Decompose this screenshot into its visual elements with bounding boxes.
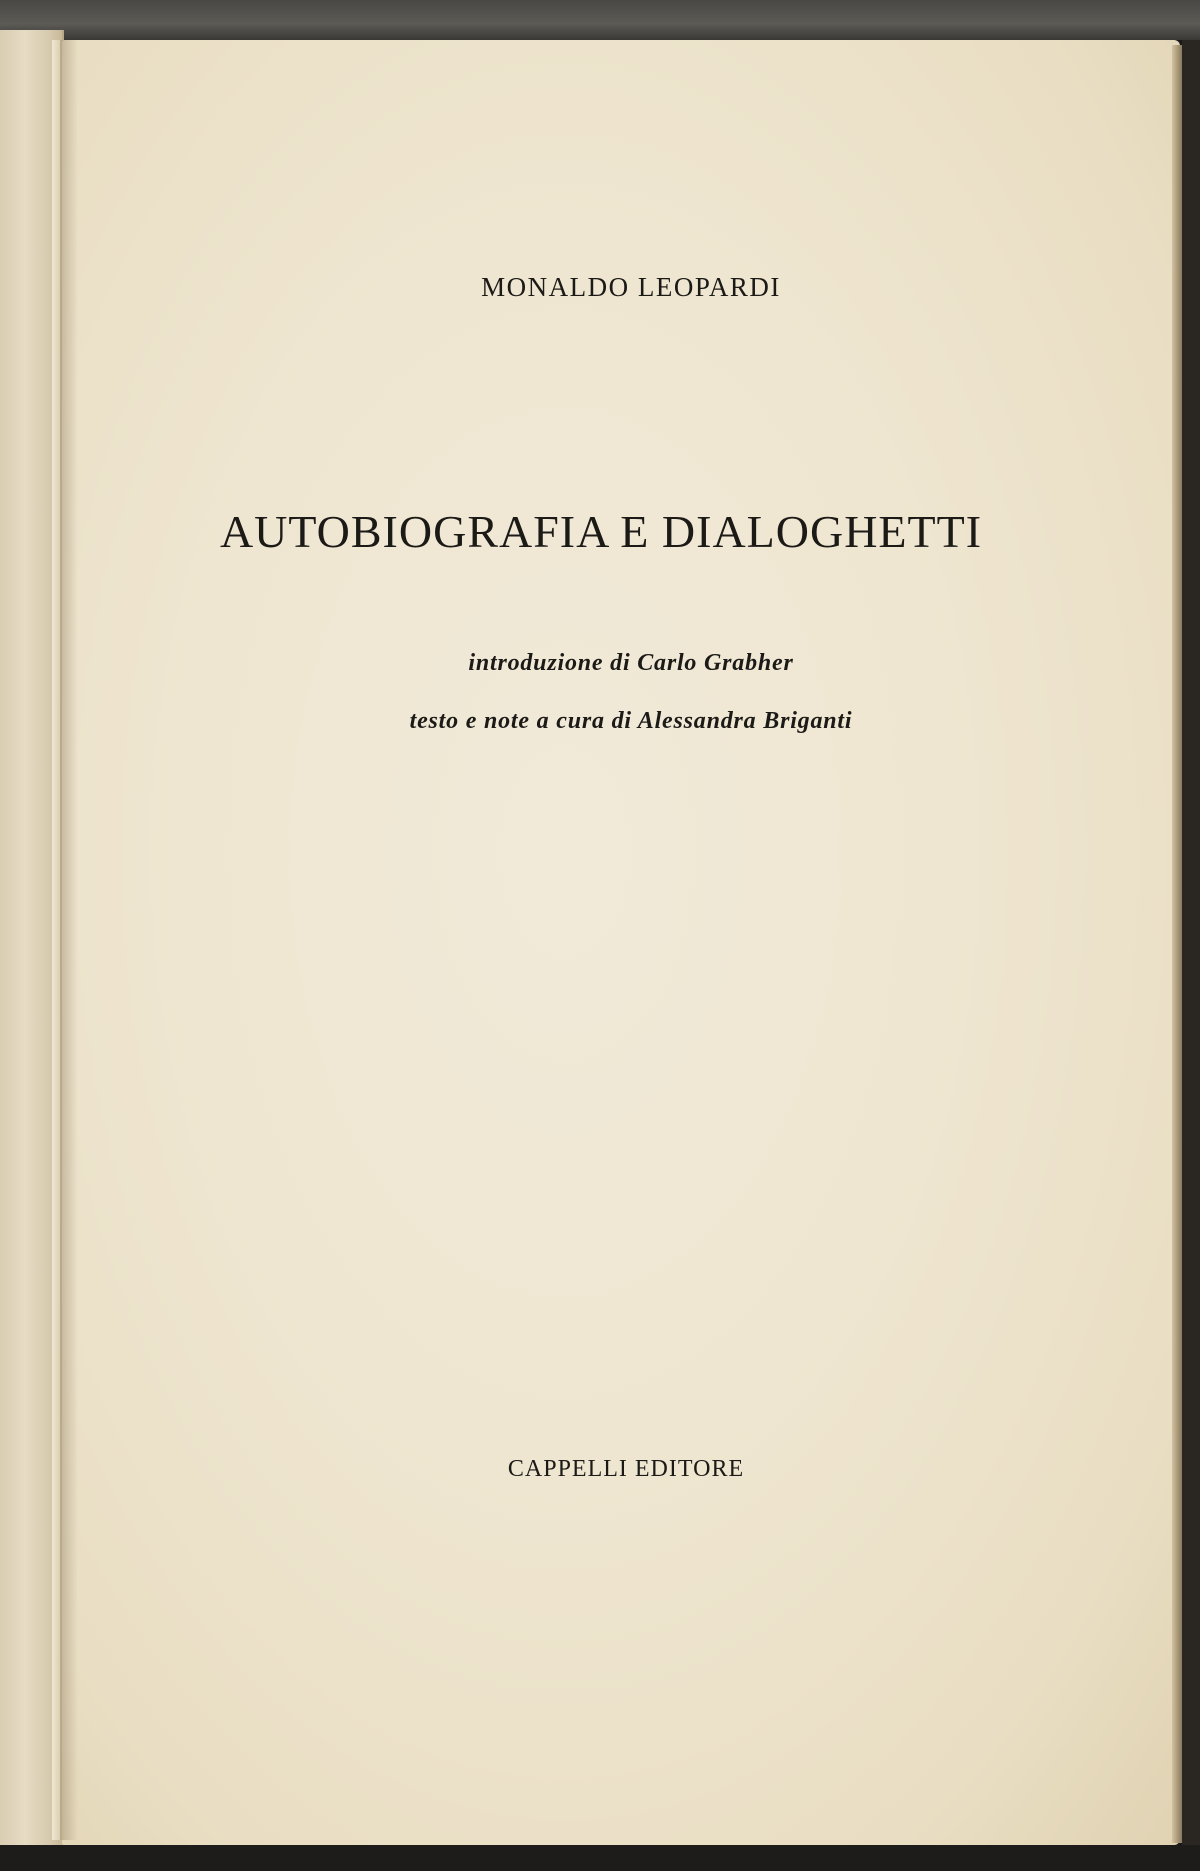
title-page (62, 40, 1180, 1845)
scan-background-right (1182, 40, 1200, 1871)
book-title: AUTOBIOGRAFIA E DIALOGHETTI (219, 506, 983, 557)
spine-shadow (60, 40, 78, 1840)
publisher-name: CAPPELLI EDITORE (507, 1456, 745, 1482)
editing-credit: testo e note a cura di Alessandra Briganti (409, 708, 853, 734)
scan-background-top (0, 0, 1200, 40)
author-name: MONALDO LEOPARDI (481, 272, 781, 302)
page-right-edge (1172, 45, 1182, 1843)
introduction-credit: introduzione di Carlo Grabher (468, 650, 794, 676)
scan-background-bottom (0, 1845, 1200, 1871)
